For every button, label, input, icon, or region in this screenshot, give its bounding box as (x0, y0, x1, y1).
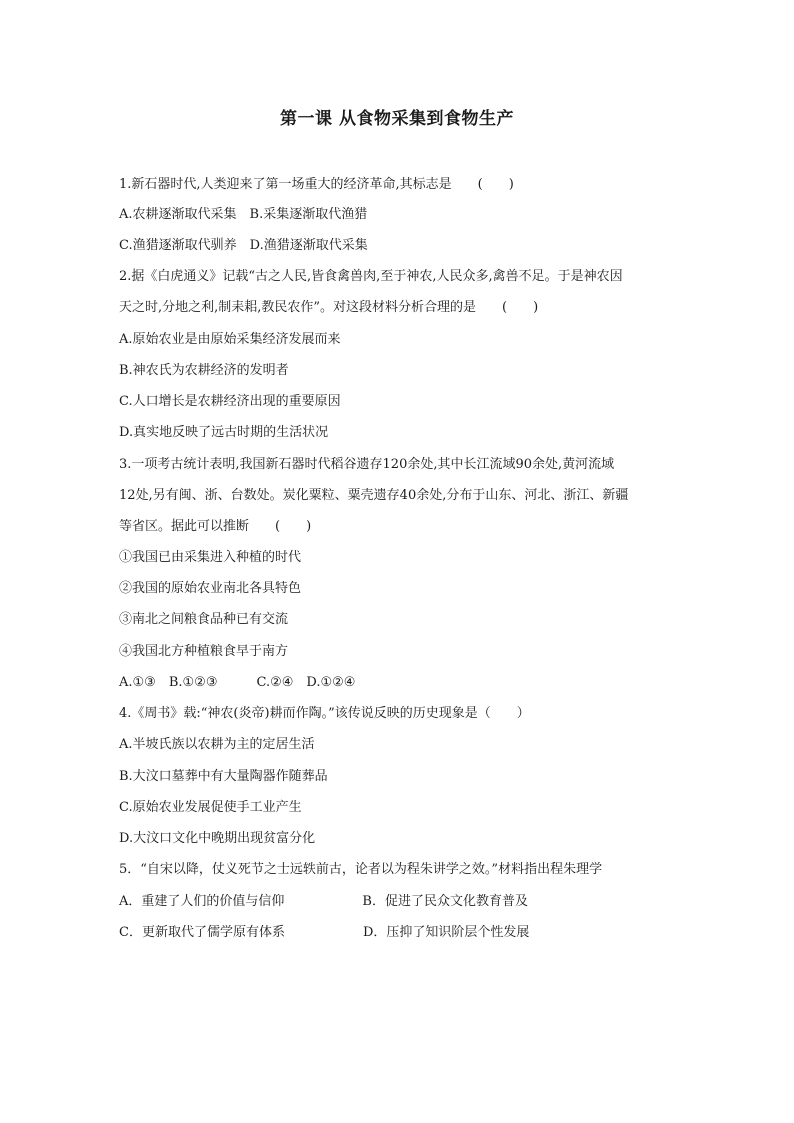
question-3-stem-line-1: 3.一项考古统计表明,我国新石器时代稻谷遗存120余处,其中长江流域90余处,黄河流域 (119, 457, 615, 472)
question-3-statement-4: ④我国北方种植粮食早于南方 (119, 644, 289, 659)
question-4-stem: 4.《周书》载:“神农(炎帝)耕而作陶。”该传说反映的历史现象是（ ） (119, 706, 530, 721)
question-2-stem-line-1: 2.据《白虎通义》记载“古之人民,皆食禽兽肉,至于神农,人民众多,禽兽不足。于是神农因 (119, 269, 623, 284)
question-3-statement-2: ②我国的原始农业南北各具特色 (119, 581, 302, 596)
question-4-option-c: C.原始农业发展促使手工业产生 (119, 800, 302, 815)
question-4-option-d: D.大汶口文化中晚期出现贫富分化 (119, 831, 316, 846)
question-4-option-b: B.大汶口墓葬中有大量陶器作随葬品 (119, 769, 328, 784)
question-2-option-a: A.原始农业是由原始采集经济发展而来 (119, 332, 341, 347)
question-1-options-cd: C.渔猎逐渐取代驯养 D.渔猎逐渐取代采集 (119, 238, 368, 253)
question-3-statement-3: ③南北之间粮食品种已有交流 (119, 612, 289, 627)
question-1-options-ab: A.农耕逐渐取代采集 B.采集逐渐取代渔猎 (119, 207, 368, 222)
question-4-option-a: A.半坡氏族以农耕为主的定居生活 (119, 737, 315, 752)
question-3-stem-line-2: 12处,另有闽、浙、台数处。炭化粟粒、粟壳遗存40余处,分布于山东、河北、浙江、新疆 (119, 488, 629, 503)
question-2-stem-line-2: 天之时,分地之利,制耒耜,教民农作”。对这段材料分析合理的是 ( ) (119, 300, 539, 315)
question-3-stem-line-3: 等省区。据此可以推断 ( ) (119, 519, 312, 534)
question-5-options-cd: C．更新取代了儒学原有体系 D．压抑了知识阶层个性发展 (119, 925, 530, 940)
question-3-statement-1: ①我国已由采集进入种植的时代 (119, 550, 302, 565)
question-1-stem: 1.新石器时代,人类迎来了第一场重大的经济革命,其标志是 ( ) (119, 177, 514, 192)
question-2-option-c: C.人口增长是农耕经济出现的重要原因 (119, 394, 341, 409)
page-title: 第一课 从食物采集到食物生产 (280, 109, 514, 129)
question-5-stem: 5．“自宋以降，仗义死节之士远轶前古，论者以为程朱讲学之效。”材料指出程朱理学 (119, 862, 603, 877)
question-5-options-ab: A．重建了人们的价值与信仰 B．促进了民众文化教育普及 (119, 894, 528, 909)
question-2-option-d: D.真实地反映了远古时期的生活状况 (119, 425, 329, 440)
question-2-option-b: B.神农氏为农耕经济的发明者 (119, 363, 289, 378)
question-3-options: A.①③ B.①②③ C.②④ D.①②④ (119, 675, 356, 690)
